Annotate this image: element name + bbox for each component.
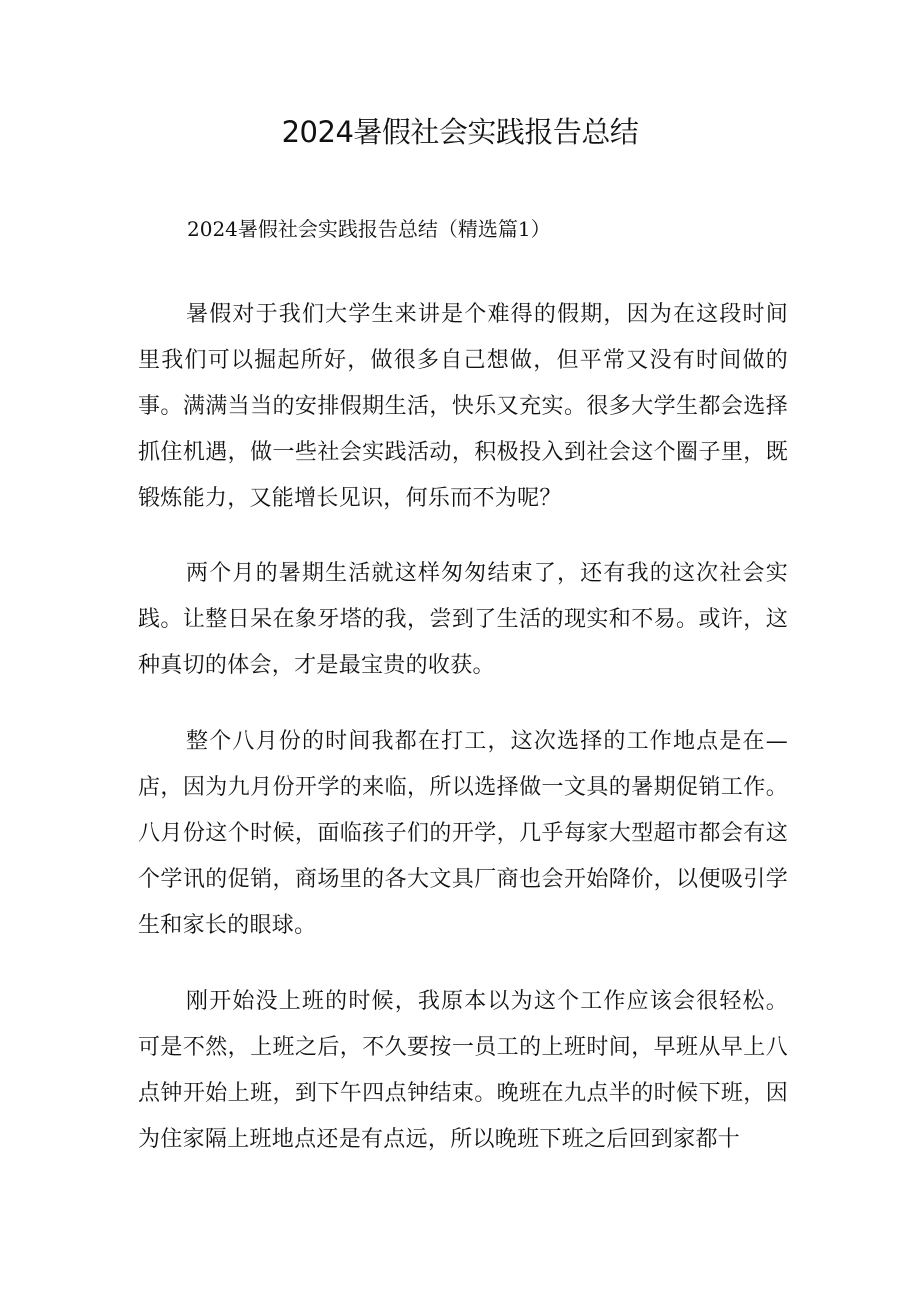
section-subtitle: 2024暑假社会实践报告总结（精选篇1） (187, 217, 551, 241)
paragraph-2: 两个月的暑期生活就这样匆匆结束了，还有我的这次社会实践。让整日呆在象牙塔的我，尝到了生活的现实和不易。或许，这种真切的体会，才是最宝贵的收获。 (138, 561, 788, 678)
paragraph-3: 整个八月份的时间我都在打工，这次选择的工作地点是在—店，因为九月份开学的来临，所以选择做一文具的暑期促销工作。八月份这个时候，面临孩子们的开学，几乎每家大型超市都会有这个学讯的促销，商场里的各大文具厂商也会开始降价，以便吸引学生和家长的眼球。 (138, 729, 788, 938)
paragraph-4: 刚开始没上班的时候，我原本以为这个工作应该会很轻松。可是不然，上班之后，不久要按一员工的上班时间，早班从早上八点钟开始上班，到下午四点钟结束。晚班在九点半的时候下班，因为住家隔上班地点还是有点远，所以晚班下班之后回到家都十 (138, 989, 788, 1152)
document-title: 2024暑假社会实践报告总结 (281, 115, 639, 149)
paragraph-1: 暑假对于我们大学生来讲是个难得的假期，因为在这段时间里我们可以掘起所好，做很多自己想做，但平常又没有时间做的事。满满当当的安排假期生活，快乐又充实。很多大学生都会选择抓住机遇，做一些社会实践活动，积极投入到社会这个圈子里，既锻炼能力，又能增长见识，何乐而不为呢？ (138, 302, 788, 511)
